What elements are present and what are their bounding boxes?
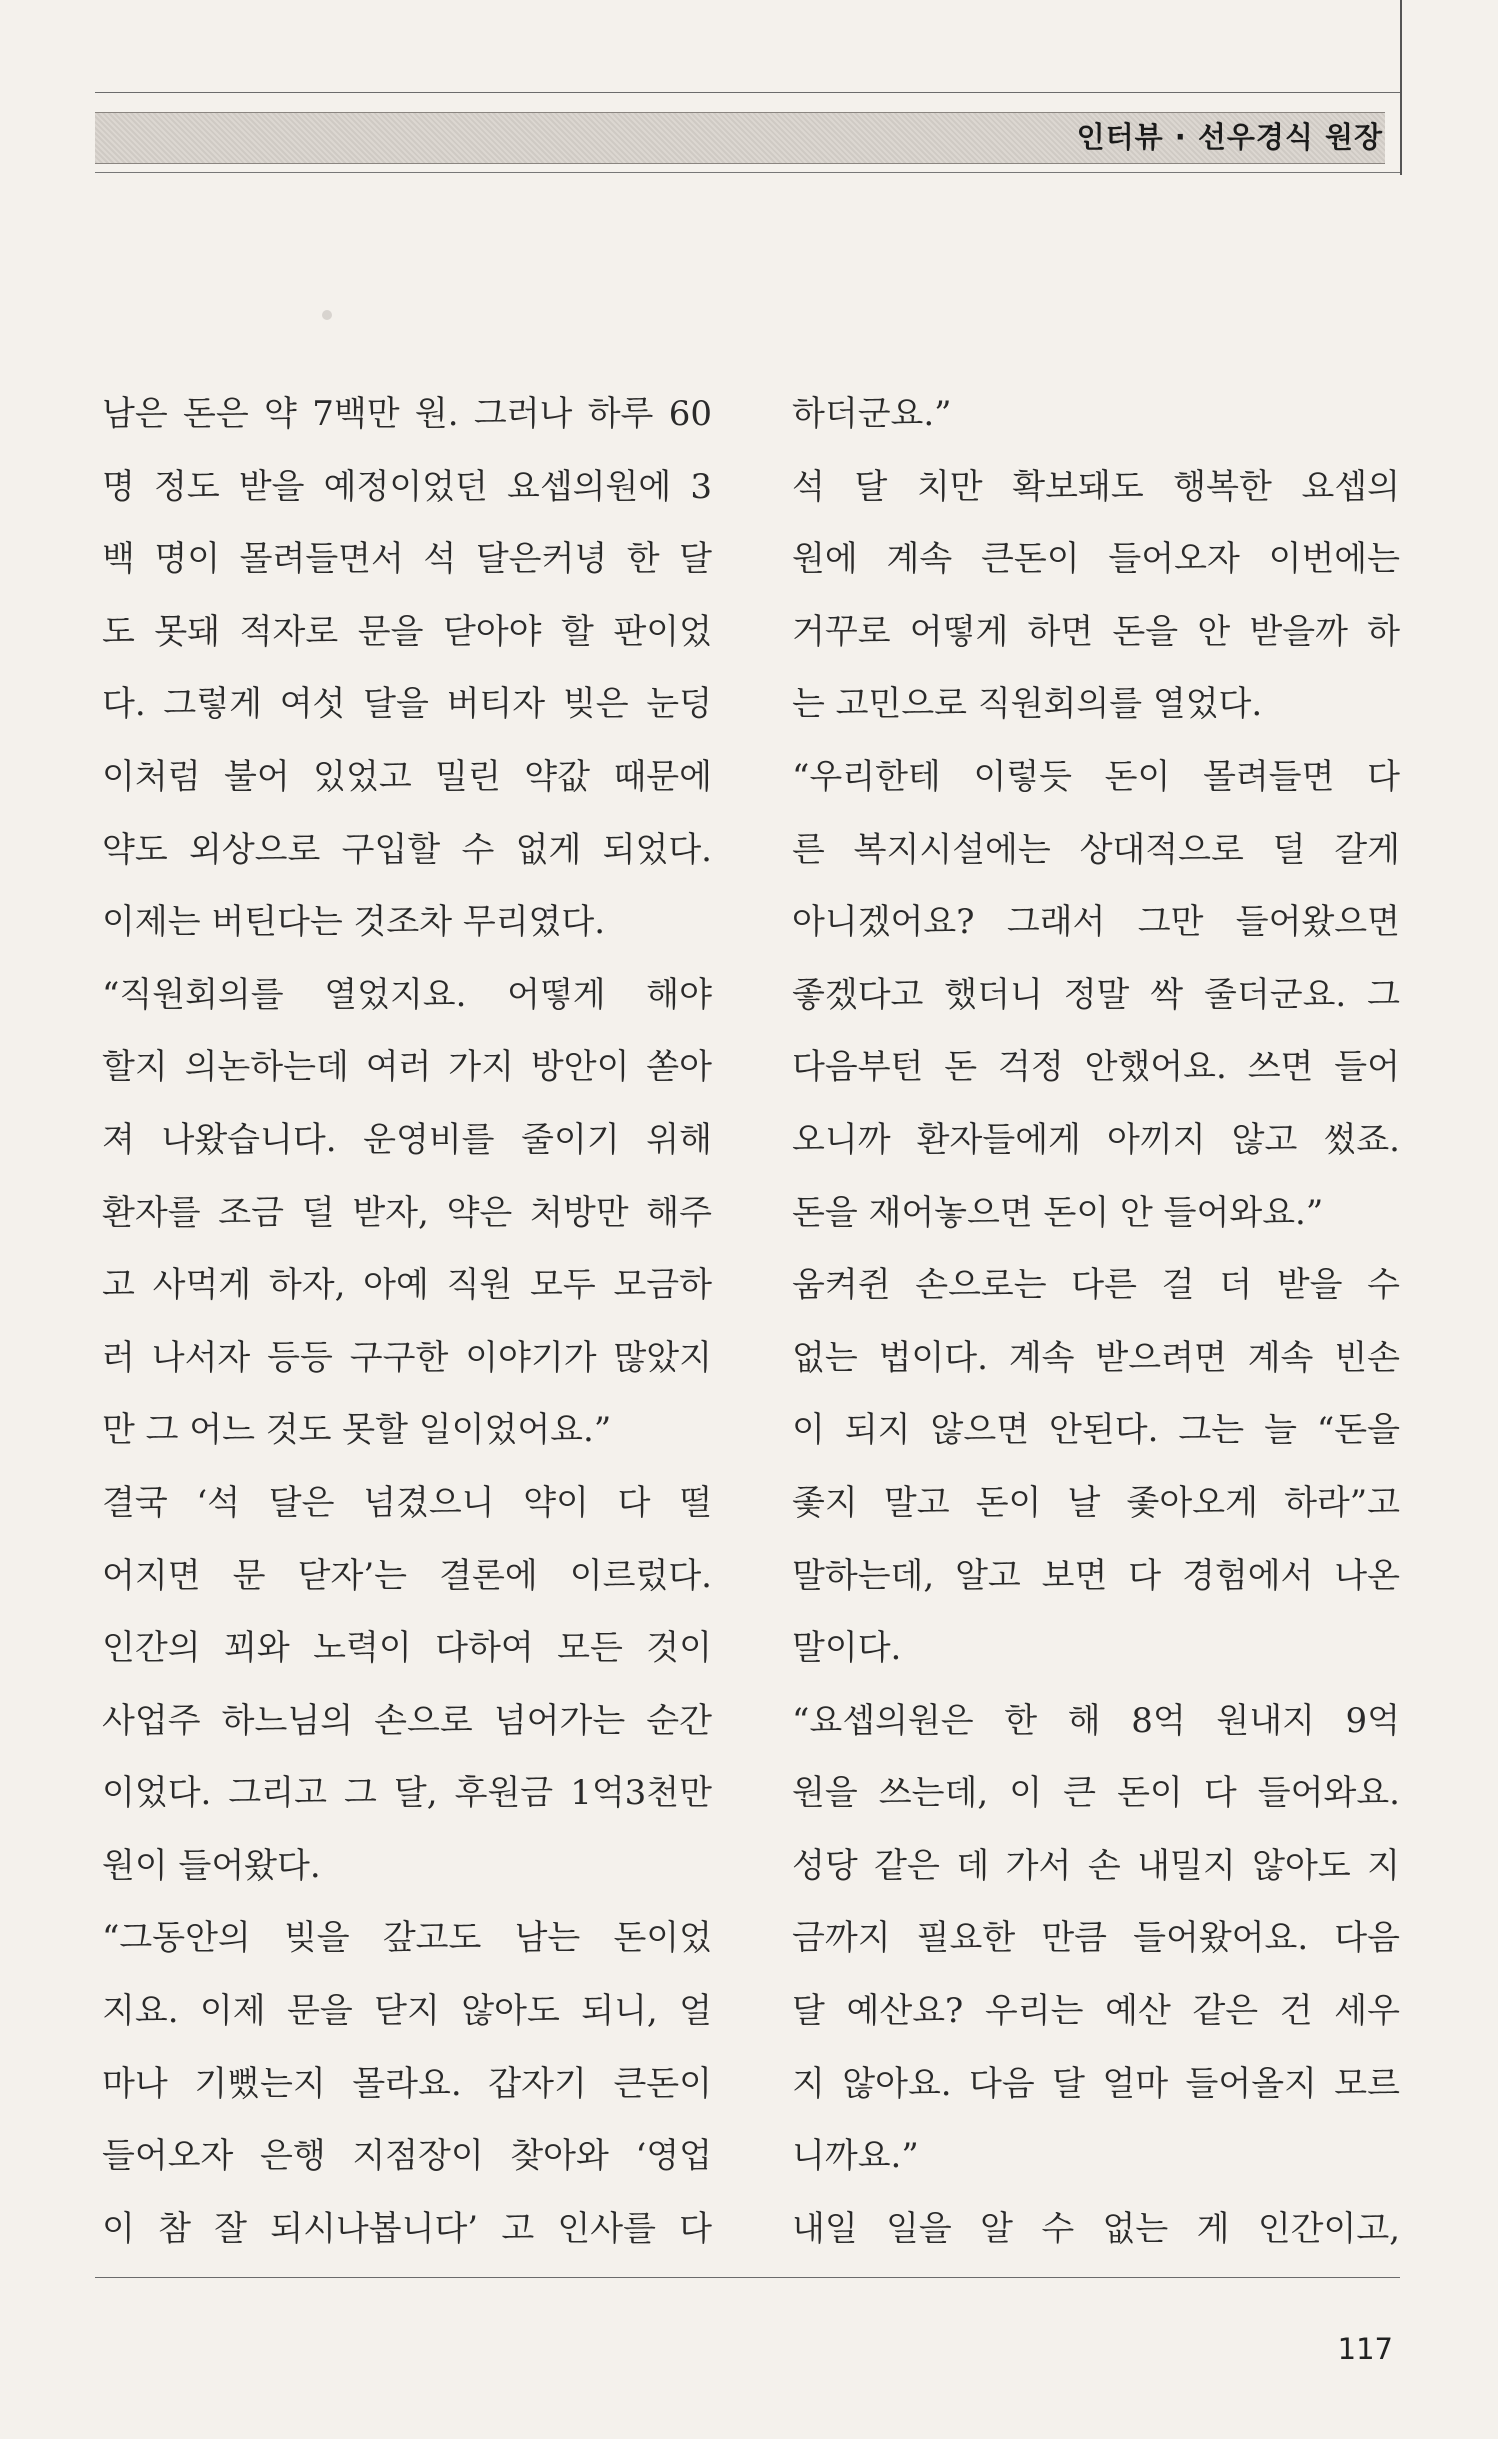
text-line: 원에 계속 큰돈이 들어오자 이번에는	[792, 539, 1400, 580]
text-line: 약도 외상으로 구입할 수 없게 되었다.	[102, 829, 712, 870]
text-line: 거꾸로 어떻게 하면 돈을 안 받을까 하	[792, 611, 1400, 652]
text-line: 다. 그렇게 여섯 달을 버티자 빚은 눈덩	[102, 684, 712, 725]
text-line: 러 나서자 등등 구구한 이야기가 많았지	[102, 1337, 712, 1378]
text-line: 마나 기뻤는지 몰라요. 갑자기 큰돈이	[102, 2063, 712, 2104]
text-line: 지 않아요. 다음 달 얼마 들어올지 모르	[792, 2063, 1400, 2104]
text-line: 니까요.”	[792, 2136, 919, 2177]
text-line: 좋겠다고 했더니 정말 싹 줄더군요. 그	[792, 974, 1400, 1015]
text-line: 백 명이 몰려들면서 석 달은커녕 한 달	[102, 539, 712, 580]
text-line: “우리한테 이렇듯 돈이 몰려들면 다	[792, 756, 1400, 797]
text-line: 말하는데, 알고 보면 다 경험에서 나온	[792, 1555, 1400, 1596]
text-line: 할지 의논하는데 여러 가지 방안이 쏟아	[102, 1047, 712, 1088]
text-line: 원이 들어왔다.	[102, 1845, 321, 1886]
text-line: 좇지 말고 돈이 날 좇아오게 하라”고	[792, 1482, 1400, 1523]
text-line: 이 되지 않으면 안된다. 그는 늘 “돈을	[792, 1410, 1400, 1451]
text-line: 명 정도 받을 예정이었던 요셉의원에 3	[102, 466, 712, 507]
text-line: “직원회의를 열었지요. 어떻게 해야	[102, 974, 712, 1015]
text-line: 움켜쥔 손으로는 다른 걸 더 받을 수	[792, 1265, 1400, 1306]
text-line: 오니까 환자들에게 아끼지 않고 썼죠.	[792, 1119, 1400, 1160]
text-line: 금까지 필요한 만큼 들어왔어요. 다음	[792, 1918, 1400, 1959]
text-line: 는 고민으로 직원회의를 열었다.	[792, 684, 1263, 725]
text-line: 들어오자 은행 지점장이 찾아와 ‘영업	[102, 2136, 712, 2177]
text-line: 말이다.	[792, 1628, 902, 1669]
text-line: 아니겠어요? 그래서 그만 들어왔으면	[792, 902, 1400, 943]
text-line: 환자를 조금 덜 받자, 약은 처방만 해주	[102, 1192, 712, 1233]
text-line: 인간의 꾀와 노력이 다하여 모든 것이	[102, 1628, 712, 1669]
text-line: 이 참 잘 되시나봅니다’ 고 인사를 다	[102, 2208, 712, 2249]
text-line: 원을 쓰는데, 이 큰 돈이 다 들어와요.	[792, 1773, 1400, 1814]
text-line: 른 복지시설에는 상대적으로 덜 갈게	[792, 829, 1400, 870]
text-line: 사업주 하느님의 손으로 넘어가는 순간	[102, 1700, 712, 1741]
header-bottom-rule	[95, 172, 1400, 173]
paper-speck	[322, 310, 332, 320]
text-line: 고 사먹게 하자, 아예 직원 모두 모금하	[102, 1265, 712, 1306]
text-line: 내일 일을 알 수 없는 게 인간이고,	[792, 2208, 1400, 2249]
text-line: 다음부턴 돈 걱정 안했어요. 쓰면 들어	[792, 1047, 1400, 1088]
page-number: 117	[1337, 2332, 1393, 2366]
text-line: 이처럼 불어 있었고 밀린 약값 때문에	[102, 756, 712, 797]
text-line: “요셉의원은 한 해 8억 원내지 9억	[792, 1700, 1400, 1741]
left-text-column	[102, 378, 712, 2265]
text-line: 남은 돈은 약 7백만 원. 그러나 하루 60	[102, 394, 712, 434]
text-line: 져 나왔습니다. 운영비를 줄이기 위해	[102, 1119, 712, 1160]
text-line: 이제는 버틴다는 것조차 무리였다.	[102, 902, 606, 943]
text-line: 지요. 이제 문을 닫지 않아도 되니, 얼	[102, 1991, 712, 2032]
text-line: 결국 ‘석 달은 넘겼으니 약이 다 떨	[102, 1482, 712, 1523]
running-header-title: 인터뷰 · 선우경식 원장	[1076, 120, 1383, 154]
right-text-column	[792, 378, 1400, 2265]
text-line: 달 예산요? 우리는 예산 같은 건 세우	[792, 1991, 1400, 2032]
text-line: 하더군요.”	[792, 394, 952, 434]
text-line: 돈을 재어놓으면 돈이 안 들어와요.”	[792, 1192, 1324, 1233]
text-line: 어지면 문 닫자’는 결론에 이르렀다.	[102, 1555, 712, 1596]
text-line: “그동안의 빚을 갚고도 남는 돈이었	[102, 1918, 712, 1959]
footer-rule	[95, 2277, 1400, 2278]
text-line: 이었다. 그리고 그 달, 후원금 1억3천만	[102, 1773, 712, 1814]
text-line: 만 그 어느 것도 못할 일이었어요.”	[102, 1410, 612, 1451]
header-right-rule	[1400, 0, 1402, 175]
text-line: 없는 법이다. 계속 받으려면 계속 빈손	[792, 1337, 1400, 1378]
text-line: 성당 같은 데 가서 손 내밀지 않아도 지	[792, 1845, 1400, 1886]
text-line: 도 못돼 적자로 문을 닫아야 할 판이었	[102, 611, 712, 652]
text-line: 석 달 치만 확보돼도 행복한 요셉의	[792, 466, 1400, 507]
header-top-rule	[95, 92, 1400, 93]
